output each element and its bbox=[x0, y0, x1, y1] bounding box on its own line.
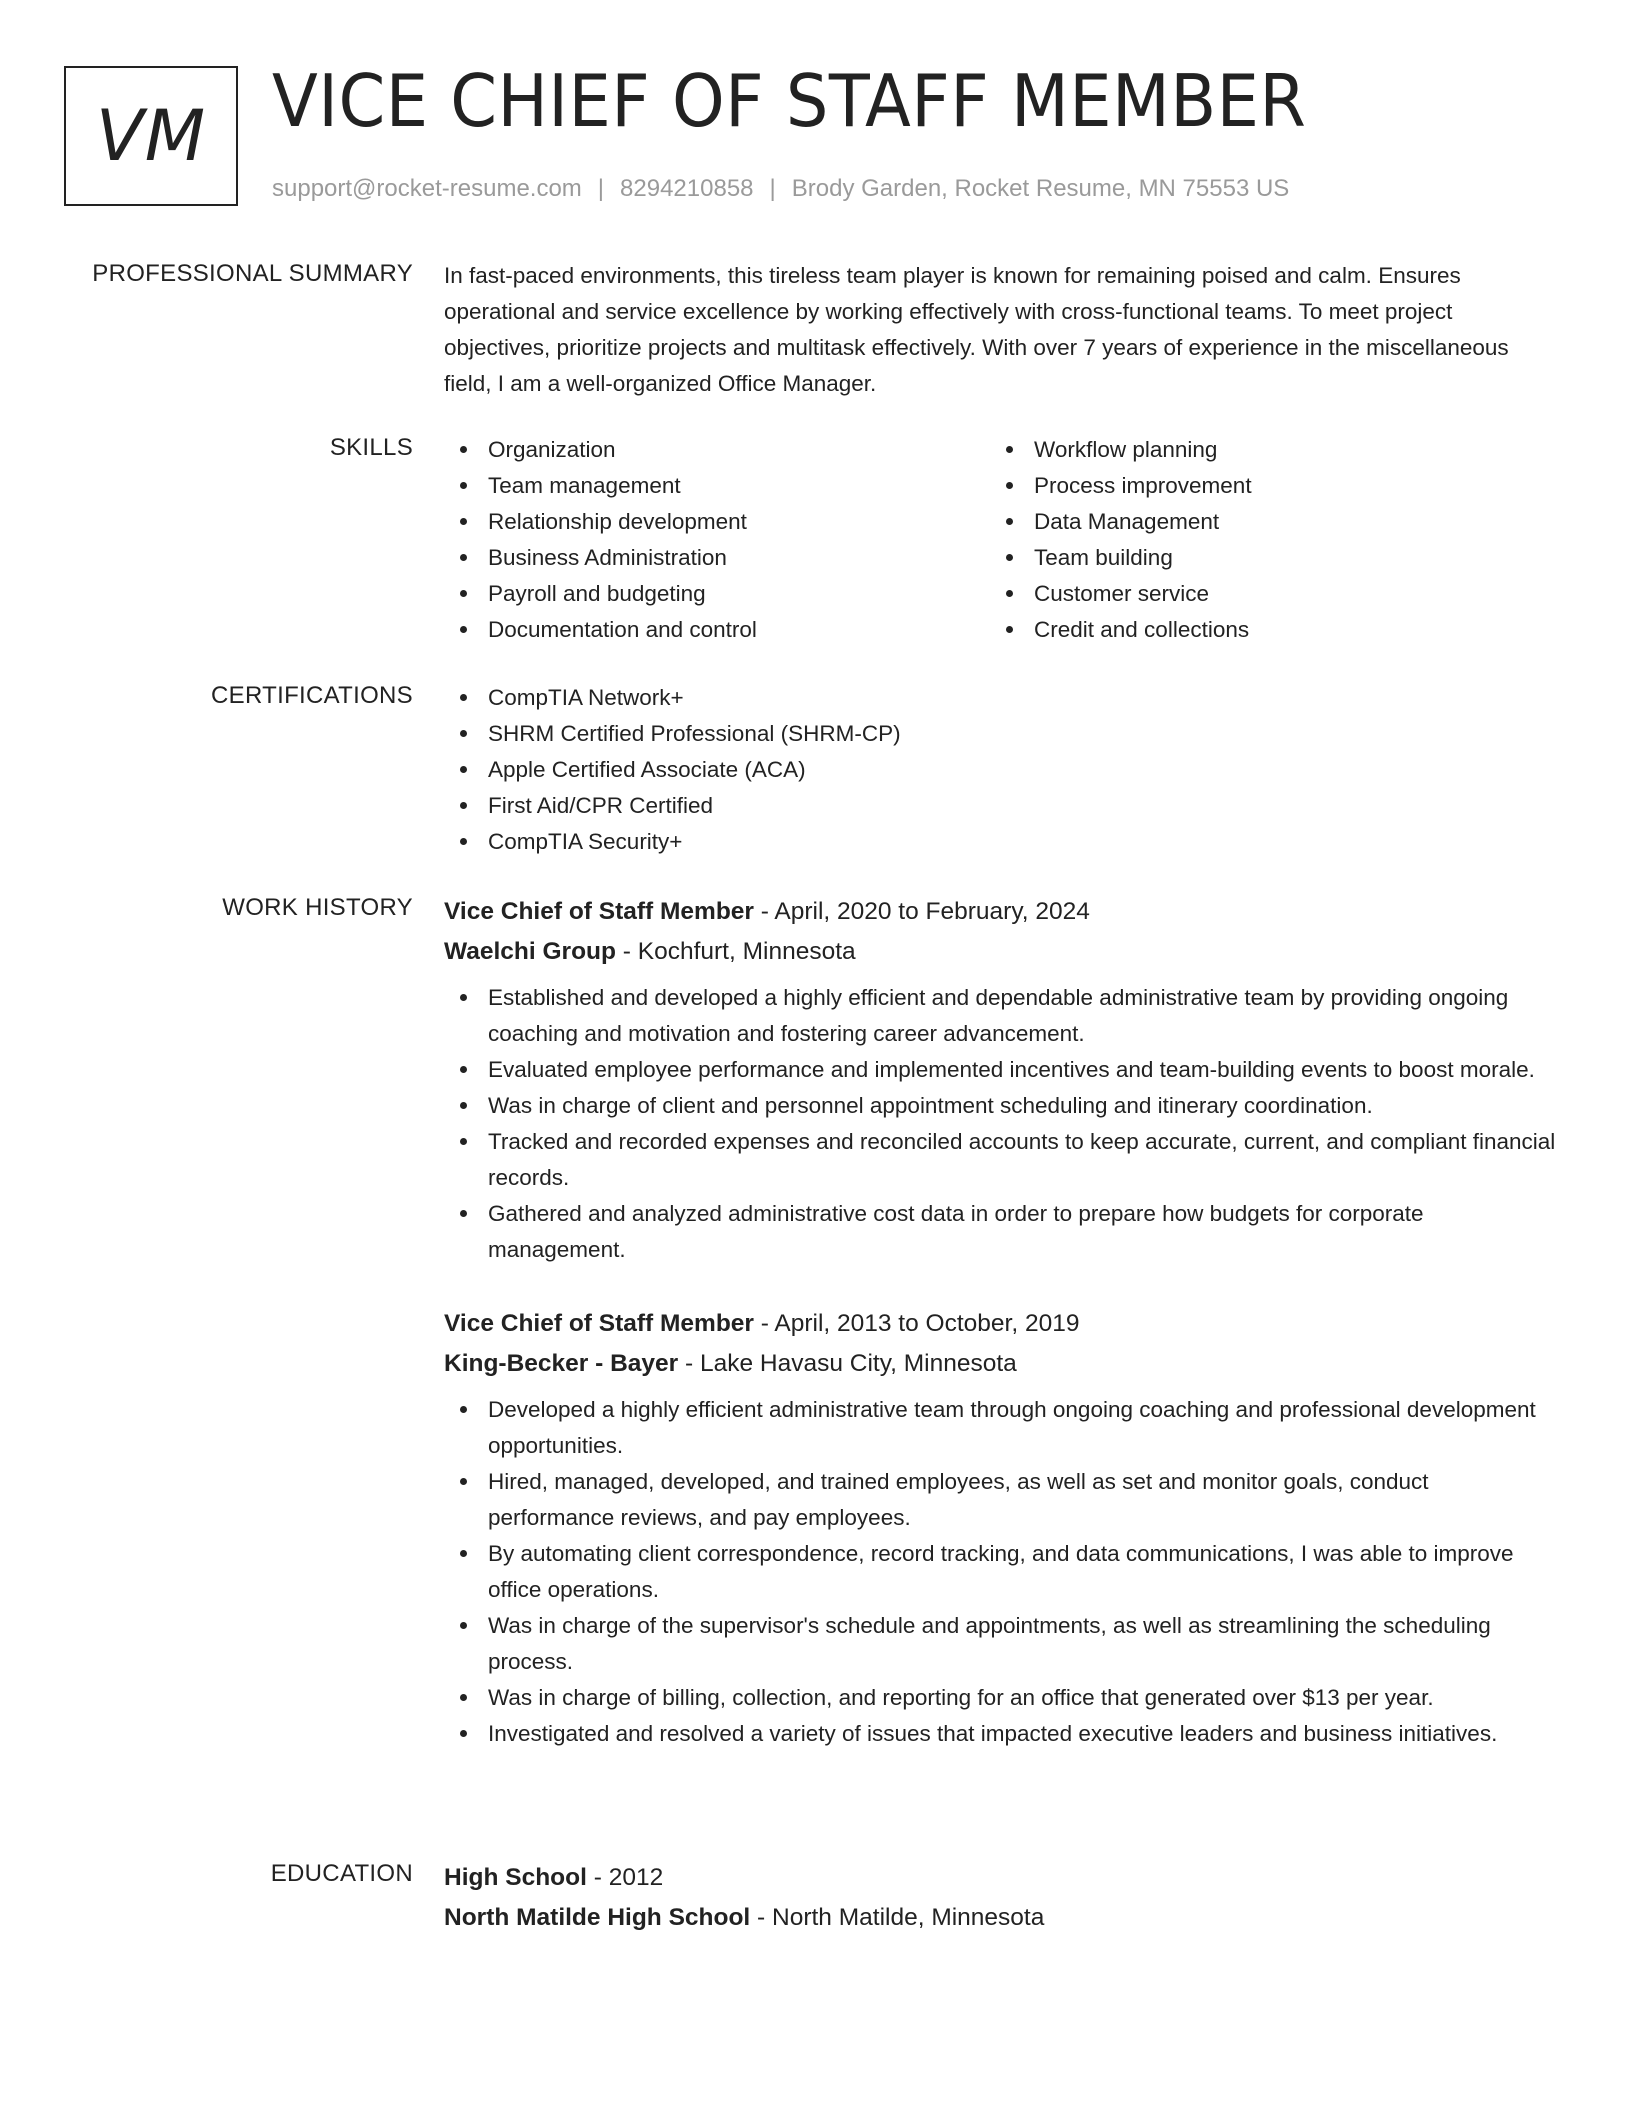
job-role: Vice Chief of Staff Member bbox=[444, 1310, 754, 1337]
summary-text: In fast-paced environments, this tireless team player is known for remaining poised and calm. Ensures operational and service excellence by working effectively with cross-functional teams. To meet project objectives, prioritize projects and multitask effectively. With over 7 years of experience in the miscellaneous field, I am a well-organized Office Manager. bbox=[444, 263, 1509, 396]
skill-item: Customer service bbox=[990, 576, 1536, 612]
monogram-badge bbox=[64, 66, 238, 206]
skill-item: Payroll and budgeting bbox=[444, 576, 990, 612]
education-body bbox=[444, 1858, 1556, 1938]
job-entry bbox=[444, 892, 1556, 1268]
job-location: - Kochfurt, Minnesota bbox=[615, 938, 856, 965]
candidate-name: VICE CHIEF OF STAFF MEMBER bbox=[272, 59, 1307, 143]
education-location: - North Matilde, Minnesota bbox=[750, 1904, 1045, 1931]
skill-item: Credit and collections bbox=[990, 612, 1536, 648]
job-dates: - April, 2020 to February, 2024 bbox=[753, 898, 1090, 925]
job-duty: Tracked and recorded expenses and reconciled accounts to keep accurate, current, and compliant financial records. bbox=[444, 1124, 1556, 1196]
skills-column-left bbox=[444, 432, 990, 648]
job-duty: Developed a highly efficient administrative team through ongoing coaching and professional development opportunities. bbox=[444, 1392, 1556, 1464]
certification-item: Apple Certified Associate (ACA) bbox=[444, 752, 1556, 788]
skill-item: Documentation and control bbox=[444, 612, 990, 648]
job-company-line bbox=[444, 1344, 1556, 1384]
job-duty: Was in charge of client and personnel appointment scheduling and itinerary coordination. bbox=[444, 1088, 1556, 1124]
job-company: King-Becker - Bayer bbox=[444, 1350, 679, 1377]
job-duty: Was in charge of the supervisor's schedule and appointments, as well as streamlining the scheduling process. bbox=[444, 1608, 1556, 1680]
certification-item: First Aid/CPR Certified bbox=[444, 788, 1556, 824]
job-duty: Was in charge of billing, collection, and reporting for an office that generated over $13 per year. bbox=[444, 1680, 1556, 1716]
job-entry bbox=[444, 1304, 1556, 1752]
certification-item: CompTIA Security+ bbox=[444, 824, 1556, 860]
education-school: North Matilde High School bbox=[444, 1904, 751, 1931]
skills-body bbox=[444, 432, 1556, 648]
skills-list-right bbox=[990, 432, 1536, 648]
job-company-line bbox=[444, 932, 1556, 972]
education-degree-line bbox=[444, 1858, 1556, 1898]
job-duty: By automating client correspondence, record tracking, and data communications, I was able to improve office operations. bbox=[444, 1536, 1556, 1608]
monogram-initials: VM bbox=[95, 95, 207, 177]
contact-line bbox=[272, 174, 1289, 204]
job-location: - Lake Havasu City, Minnesota bbox=[678, 1350, 1017, 1377]
section-title-certifications: CERTIFICATIONS bbox=[211, 682, 413, 709]
contact-separator: | bbox=[597, 175, 605, 202]
job-duty: Gathered and analyzed administrative cost data in order to prepare how budgets for corporate management. bbox=[444, 1196, 1556, 1268]
skill-item: Business Administration bbox=[444, 540, 990, 576]
work-history-body bbox=[444, 892, 1556, 1788]
contact-address: Brody Garden, Rocket Resume, MN 75553 US bbox=[791, 175, 1290, 202]
job-title-line bbox=[444, 1304, 1556, 1344]
skills-column-right bbox=[990, 432, 1536, 648]
job-dates: - April, 2013 to October, 2019 bbox=[753, 1310, 1080, 1337]
job-duty: Hired, managed, developed, and trained employees, as well as set and monitor goals, conduct performance reviews, and pay employees. bbox=[444, 1464, 1556, 1536]
skill-item: Team management bbox=[444, 468, 990, 504]
certifications-body bbox=[444, 680, 1556, 860]
education-school-line bbox=[444, 1898, 1556, 1938]
skill-item: Relationship development bbox=[444, 504, 990, 540]
skill-item: Organization bbox=[444, 432, 990, 468]
skill-item: Data Management bbox=[990, 504, 1536, 540]
section-title-education: EDUCATION bbox=[270, 1860, 413, 1887]
contact-email[interactable]: support@rocket-resume.com bbox=[272, 175, 582, 202]
contact-separator: | bbox=[769, 175, 776, 202]
certifications-list bbox=[444, 680, 1556, 860]
education-degree: High School bbox=[444, 1864, 587, 1891]
job-duty: Established and developed a highly efficient and dependable administrative team by providing ongoing coaching and motivation and fostering career advancement. bbox=[444, 980, 1556, 1052]
certification-item: SHRM Certified Professional (SHRM-CP) bbox=[444, 716, 1556, 752]
education-year: - 2012 bbox=[586, 1864, 664, 1891]
job-role: Vice Chief of Staff Member bbox=[444, 898, 754, 925]
section-title-work-history: WORK HISTORY bbox=[222, 894, 413, 921]
section-title-skills: SKILLS bbox=[329, 434, 413, 461]
summary-body bbox=[444, 258, 1556, 402]
job-duty: Investigated and resolved a variety of issues that impacted executive leaders and business initiatives. bbox=[444, 1716, 1556, 1752]
certification-item: CompTIA Network+ bbox=[444, 680, 1556, 716]
skill-item: Workflow planning bbox=[990, 432, 1536, 468]
contact-phone[interactable]: 8294210858 bbox=[620, 175, 754, 202]
job-company: Waelchi Group bbox=[444, 938, 616, 965]
section-title-summary: PROFESSIONAL SUMMARY bbox=[92, 260, 413, 287]
job-duties-list bbox=[444, 980, 1556, 1268]
skill-item: Process improvement bbox=[990, 468, 1536, 504]
job-duties-list bbox=[444, 1392, 1556, 1752]
skills-list-left bbox=[444, 432, 990, 648]
job-title-line bbox=[444, 892, 1556, 932]
job-duty: Evaluated employee performance and implemented incentives and team-building events to boost morale. bbox=[444, 1052, 1556, 1088]
skill-item: Team building bbox=[990, 540, 1536, 576]
